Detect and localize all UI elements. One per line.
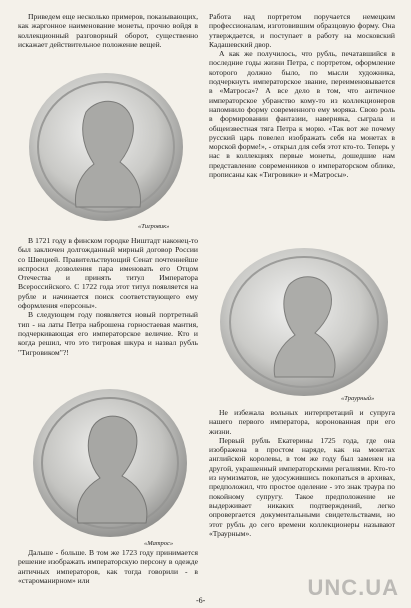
coin-image-matros: [32, 388, 188, 538]
watermark: UNC.UA: [307, 575, 399, 600]
paragraph: В 1721 году в финском городке Ништадт наконец-то был заключен долгожданный мирный договор России со Швецией. Правительствующий Сенат почтеннейше испросил дозволения пара именовать его Отцом Отечества и принять титул Императора Всероссийского. С 1722 года этот титул появляется на рубле и начинается поиск соответствующего ему оформления «персоны».: [18, 236, 198, 311]
right-column-text-bottom: [209, 408, 395, 538]
right-column-text-top: [209, 12, 395, 179]
coin-image-tigrovik: [28, 72, 184, 222]
coin-traurny-icon: [219, 247, 389, 397]
paragraph: А как же получилось, что рубль, печатавшийся в последние годы жизни Петра, с портретом, оформление которого должно было, по мысли художника, подчеркнуть императорское звание, переименовывается в «Матроса»? А все дело в том, что античное императорское убранство кому-то из коллекционеров напомнило форму современного ему моряка. Свою роль в формировании фантазии, наверняка, сыграла и общеизвестная тяга Петра к морю. «Так вот же почему русский царь повелел изображать себя на монетах в морской форме!», - открыл для себя этот кто-то. Теперь у нас в коллекциях первые монеты, дошедшие нам представление современников о императорском облике, прописаны как «Тигровики» и «Матросы».: [209, 49, 395, 180]
caption-tigrovik: «Тигровик»: [138, 223, 170, 230]
page-number: -6-: [196, 596, 206, 605]
caption-matros: «Матрос»: [144, 540, 174, 547]
coin-image-traurny: [219, 247, 389, 397]
paragraph: Приведем еще несколько примеров, показывающих, как жаргонное наименование монеты, прочно войдя в коллекционный разговорный оборот, существенно искажает действительное положение вещей.: [18, 12, 198, 49]
paragraph: Первый рубль Екатерины 1725 года, где она изображена в простом наряде, как на монетах английской королевы, в том же году был заменен на другой, украшенный императорскими регалиями. Кто-то из нумизматов, не удосужившись покопаться в архивах, предположил, что простое оделение - это знак траура по покойному супругу. Такое предположение не выдерживает никаких подтверждений, легко опровергается документальными свидетельствами, но этот рубль до сего времени коллекционеры называют «Траурным».: [209, 435, 395, 538]
left-column-text-bottom: [18, 548, 198, 585]
coin-tigrovik-icon: [28, 72, 184, 222]
paragraph: Не избежала вольных интерпретаций и супруга нашего первого императора, коронованная при его жизни.: [209, 408, 395, 436]
paragraph: Дальше - больше. В том же 1723 году принимается решение изображать императорскую персону в одежде античных императоров, как тогда говорили - в «староманирном» или: [18, 548, 198, 585]
caption-traurny: «Траурный»: [341, 395, 375, 402]
paragraph: Работа над портретом поручается немецким профессионалам, изготовившим образцовую форму. Она утверждается, и поступает в работу на московский Кадашевский двор.: [209, 12, 395, 49]
left-column-text-top: [18, 12, 198, 49]
left-column-text-mid: [18, 236, 198, 357]
coin-matros-icon: [32, 388, 188, 538]
paragraph: В следующем году появляется новый портретный тип - на латы Петра наброшена горностаевая мантия, подчеркивающая его императорское величие. Кто и когда решил, что это тигровая шкура и назвал рубль "Тигровиком"?!: [18, 310, 198, 357]
